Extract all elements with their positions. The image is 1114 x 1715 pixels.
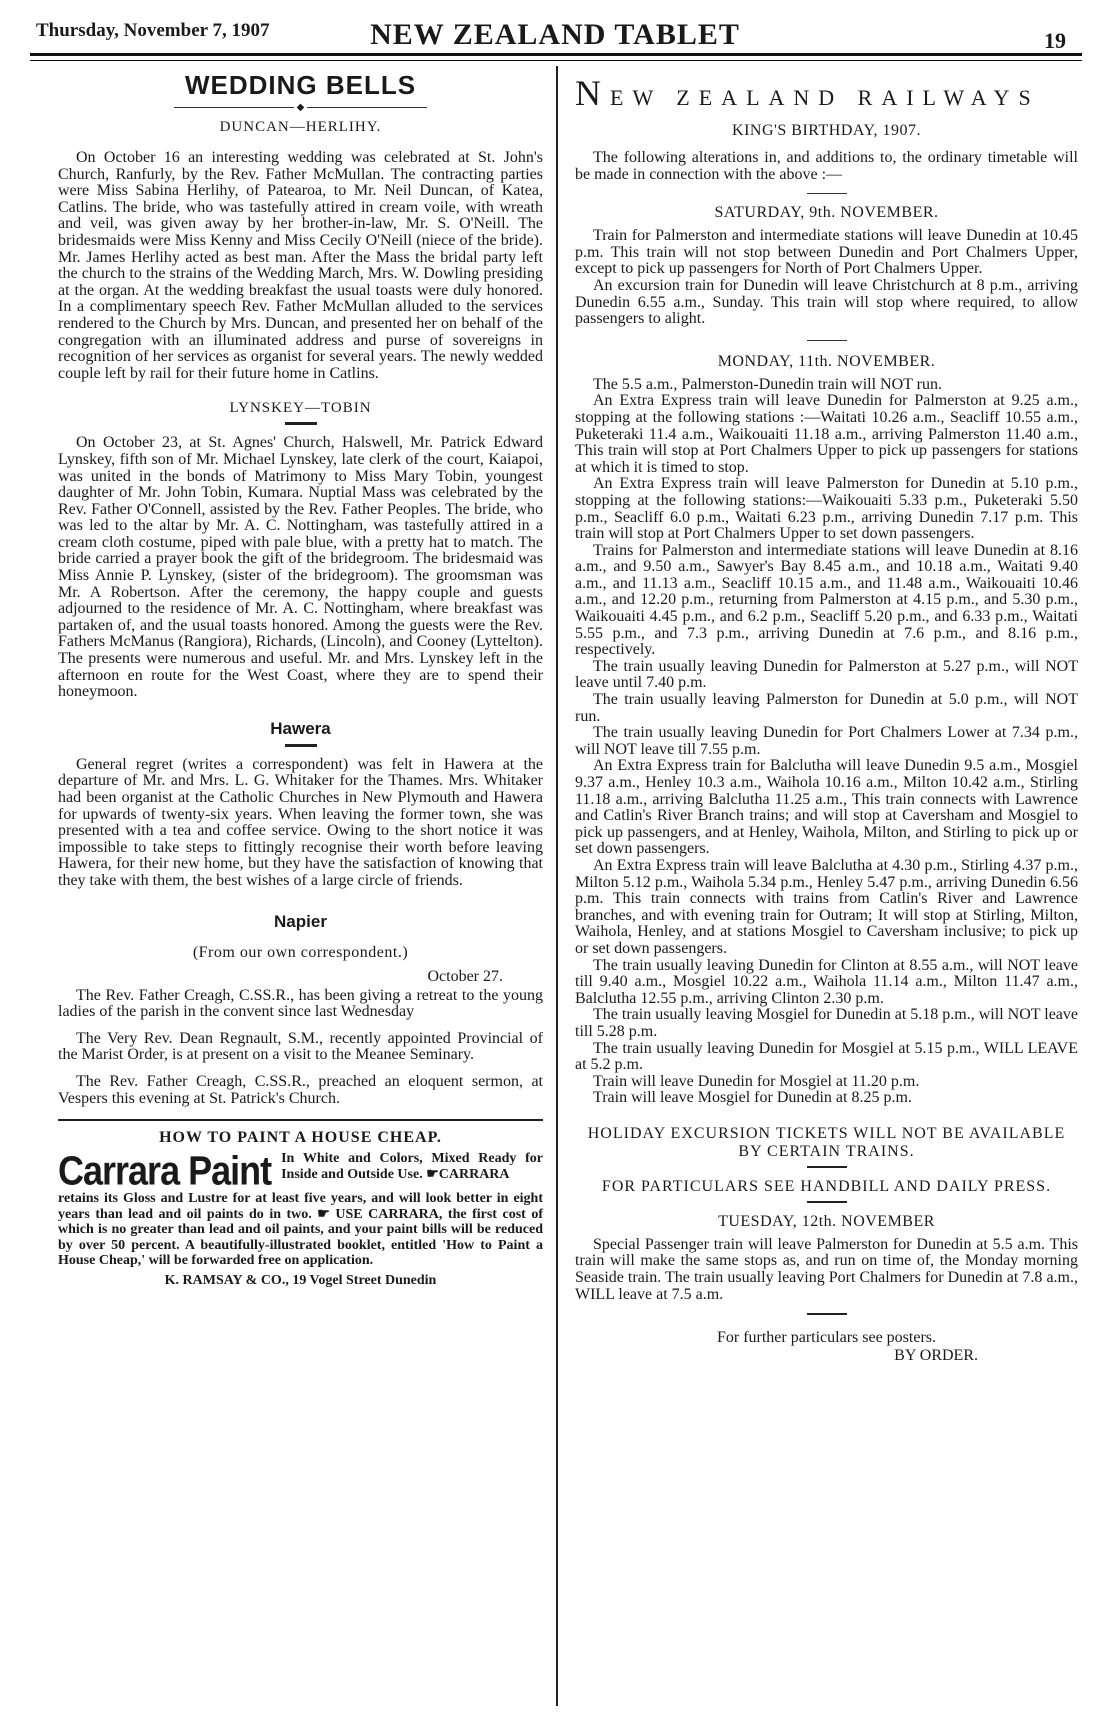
railways-paragraph: Train will leave Mosgiel for Dunedin at 8.25 p.m. <box>593 1089 912 1107</box>
section-rule <box>285 422 317 425</box>
issue-date: Thursday, November 7, 1907 <box>36 20 270 41</box>
advert-address: K. RAMSAY & CO., 19 Vogel Street Dunedin <box>164 1272 437 1288</box>
railways-paragraph: An Extra Express train will leave Dunedin for Palmerston at 9.25 a.m., stopping at the following stations :—Waitati 10.26 a.m., Seacliff 10.55 a.m., Puketeraki 11.4 a.m., Waikouaiti 11.18 a.m., arriving Palmerston 11.40 a.m., This train will stop at Port Chalmers Upper to pick up passengers for stations at which it is timed to stop. <box>575 392 1078 476</box>
hawera-text: General regret (writes a correspondent) was felt in Hawera at the departure of Mr. and Mrs. L. G. Whitaker for the Thames. Mrs. Whitaker had been organist at the Catholic Churches in New Plymouth and Hawera for upwards of twenty-six years. When leaving the former town, she was presented with a tea and coffee service. Owing to the short notice it was impossible to take steps to fittingly recognise their worth before leaving Hawera, for their new home, but they have the satisfaction of knowing that they take with them, the best wishes of a large circle of friends. <box>58 755 543 889</box>
railways-paragraph: Train will leave Dunedin for Mosgiel at 11.20 p.m. <box>593 1072 920 1090</box>
railways-paragraph: An Extra Express train will leave Palmerston for Dunedin at 5.10 p.m., stopping at the following stations:—Waikouaiti 5.33 p.m., Puketeraki 5.50 p.m., Seacliff 6.0 p.m., Waitati 6.23 p.m., arriving Dunedin 7.17 p.m. This train will stop at Port Chalmers Upper to set down passengers. <box>575 475 1078 543</box>
particulars-notice: FOR PARTICULARS SEE HANDBILL AND DAILY PRESS. <box>601 1177 1052 1195</box>
newspaper-title: NEW ZEALAND TABLET <box>370 18 740 51</box>
section-rule <box>285 744 317 747</box>
railways-paragraph: An Extra Express train will leave Balclutha at 4.30 p.m., Stirling 4.37 p.m., Milton 5.12 p.m., Waihola 5.34 p.m., Henley 5.47 p.m., arriving Dunedin 6.56 p.m. This train connects with trains from Catlin's River and Lawrence branches, and with evening train for Outram; It will stop at Stirling, Milton, Waihola, Henley, and at stations Mosgiel to Caversham inclusive; to pick up or set down passengers. <box>575 856 1078 957</box>
left-column <box>58 66 543 1695</box>
right-column <box>575 66 1078 1695</box>
wedding1-text: On October 16 an interesting wedding was celebrated at St. John's Church, Ranfurly, by the Rev. Father McMullan. The contracting parties were Miss Sabina Herlihy, of Patearoa, to Mr. Neil Duncan, of Katea, Catlins. The bride, who was tastefully attired in cream voile, with wreath and veil, was given away by her brother-in-law, Mr. S. O'Neill. The bridesmaids were Miss Kenny and Miss Cecily O'Neill (niece of the bride). Mr. James Herlihy acted as best man. After the Mass the bridal party left the church to the strains of the Wedding March, Mrs. W. Dowling presiding at the organ. At the wedding breakfast the usual toasts were duly honored. In a complimentary speech Rev. Father McMullan alluded to the services rendered to the Church by Mrs. Duncan, and presented her on behalf of the congregation with an illuminated address and purse of sovereigns in recognition of her services as organist for several years. The newly wedded couple left by rail for their future home in Catlins. <box>58 149 543 382</box>
napier-paragraph: The Very Rev. Dean Regnault, S.M., recently appointed Provincial of the Marist Order, is at present on a visit to the Meanee Seminary. <box>58 1029 543 1064</box>
masthead-rule-thin <box>30 60 1082 61</box>
section-rule <box>807 1166 847 1168</box>
napier-date: October 27. <box>427 967 503 985</box>
wedding1-heading: DUNCAN—HERLIHY. <box>219 119 382 135</box>
further-particulars: For further particulars see posters. <box>716 1329 937 1347</box>
holiday-tickets-notice: HOLIDAY EXCURSION TICKETS WILL NOT BE AVAILABLE BY CERTAIN TRAINS. <box>587 1124 1066 1160</box>
railways-intro: The following alterations in, and additions to, the ordinary timetable will be made in connection with the above :— <box>575 149 1078 183</box>
section-rule <box>807 193 847 194</box>
section-rule <box>807 1201 847 1203</box>
wedding-bells-title: WEDDING BELLS <box>184 70 417 100</box>
wedding2-heading: LYNSKEY—TOBIN <box>229 400 372 417</box>
railways-paragraph: Train for Palmerston and intermediate stations will leave Dunedin at 10.45 p.m. This train will not stop between Dunedin and Port Chalmers Upper, except to pick up passengers for North of Port Chalmers Upper. <box>575 227 1078 278</box>
railways-paragraph: The train usually leaving Mosgiel for Dunedin at 5.18 p.m., will NOT leave till 5.28 p.m. <box>575 1006 1078 1040</box>
section-rule <box>807 340 847 341</box>
railways-title-initial: N <box>575 73 610 113</box>
saturday-heading: SATURDAY, 9th. NOVEMBER. <box>714 204 939 222</box>
napier-paragraph: The Rev. Father Creagh, C.SS.R., has been giving a retreat to the young ladies of the parish in the convent since last Wednesday <box>58 986 543 1021</box>
railways-title-rest: EW ZEALAND RAILWAYS <box>610 85 1040 110</box>
advert-headline: HOW TO PAINT A HOUSE CHEAP. <box>159 1129 442 1147</box>
page-number: 19 <box>1044 28 1066 53</box>
masthead <box>30 14 1080 58</box>
carrara-paint-advert <box>58 1119 543 1289</box>
railways-paragraph: The train usually leaving Dunedin for Palmerston at 5.27 p.m., will NOT leave until 7.40 p.m. <box>575 657 1078 692</box>
napier-byline: (From our own correspondent.) <box>192 943 409 961</box>
advert-side-text: In White and Colors, Mixed Ready for Inside and Outside Use. ☛CARRARA <box>281 1151 543 1183</box>
column-divider <box>556 66 558 1706</box>
napier-paragraph: The Rev. Father Creagh, C.SS.R., preached an eloquent sermon, at Vespers this evening at St. Patrick's Church. <box>58 1072 543 1107</box>
masthead-rule <box>30 53 1082 56</box>
railways-paragraph: The train usually leaving Dunedin for Clinton at 8.55 a.m., will NOT leave till 9.40 a.m., Mosgiel 10.22 a.m., Waihola 11.14 a.m., Milton 11.47 a.m., Balclutha 12.55 p.m., arriving Clinton 2.30 p.m. <box>575 956 1078 1007</box>
railways-title <box>575 72 1078 114</box>
napier-heading: Napier <box>274 911 327 931</box>
hawera-heading: Hawera <box>270 718 331 738</box>
ornament-divider: ◆ <box>58 103 543 113</box>
wedding2-text: On October 23, at St. Agnes' Church, Halswell, Mr. Patrick Edward Lynskey, fifth son of Mr. Michael Lynskey, late clerk of the court, Kaiapoi, was united in the bonds of Matrimony to Miss Mary Tobin, youngest daughter of Mr. John Tobin, Kumara. Nuptial Mass was celebrated by the Rev. Father O'Connell, assisted by the Rev. Father Peoples. The bride, who was led to the altar by Mr. A. C. Nottingham, was tastefully attired in a cream cloth costume, piped with pale blue, with a pretty hat to match. The bride carried a prayer book the gift of the bridegroom. The bridesmaid was Miss Annie P. Lynskey, (sister of the bridegroom). The groomsman was Mr. A Robertson. After the ceremony, the happy couple and guests adjourned to the residence of Mr. A. C. Nottingham, where breakfast was partaken of, and the usual toasts honored. Among the guests were the Rev. Fathers McManus (Rangiora), Richards, (Lincoln), and Cooney (Lyttelton). The presents were numerous and useful. Mr. and Mrs. Lynskey left in the afternoon en route for the West Coast, where they are to spend their honeymoon. <box>58 434 543 701</box>
railways-paragraph: The 5.5 a.m., Palmerston-Dunedin train will NOT run. <box>593 375 942 393</box>
railways-paragraph: The train usually leaving Dunedin for Mosgiel at 5.15 p.m., WILL LEAVE at 5.2 p.m. <box>575 1039 1078 1074</box>
railways-paragraph: An excursion train for Dunedin will leave Christchurch at 8 p.m., arriving Dunedin 6.55 a.m., Sunday. This train will stop where required, to allow passengers to alight. <box>575 276 1078 328</box>
advert-brand: Carrara Paint <box>58 1147 272 1194</box>
by-order-signoff: BY ORDER. <box>894 1347 978 1365</box>
advert-brand-row <box>58 1147 543 1194</box>
section-rule <box>807 1313 847 1315</box>
advert-body: retains its Gloss and Lustre for at least five years, and will look better in eight years than lead and oil paints do in two. ☛ USE CARRARA, the first cost of which is no greater than lead and oil paints, and your paint bills will be reduced by over 50 percent. A beautifully-illustrated booklet, entitled 'How to Paint a House Cheap,' will be forwarded free on application. <box>58 1191 543 1269</box>
railways-subtitle: KING'S BIRTHDAY, 1907. <box>732 122 921 139</box>
railways-paragraph: The train usually leaving Palmerston for Dunedin at 5.0 p.m., will NOT run. <box>575 691 1078 725</box>
railways-paragraph: The train usually leaving Dunedin for Port Chalmers Lower at 7.34 p.m., will NOT leave till 7.55 p.m. <box>575 724 1078 758</box>
tuesday-heading: TUESDAY, 12th. NOVEMBER <box>718 1212 935 1230</box>
railways-paragraph: Special Passenger train will leave Palmerston for Dunedin at 5.5 a.m. This train will make the same stops as, and run on time of, the Monday morning Seaside train. The train usually leaving Port Chalmers for Dunedin at 7.8 a.m., WILL leave at 7.5 a.m. <box>575 1235 1078 1303</box>
monday-heading: MONDAY, 11th. NOVEMBER. <box>717 352 936 370</box>
railways-paragraph: Trains for Palmerston and intermediate stations will leave Dunedin at 8.16 a.m., and 9.50 a.m., Sawyer's Bay 8.45 a.m., and 10.18 a.m., Waitati 9.40 a.m., and 11.13 a.m., Seacliff 10.15 a.m., and 11.48 a.m., Waikouaiti 10.46 a.m., and 12.20 p.m., returning from Palmerston at 4.15 p.m., and 5.30 p.m., Waikouaiti 4.45 p.m., and 6.2 p.m., Seacliff 5.20 p.m., and 6.33 p.m., Waitati 5.55 p.m., and 7.3 p.m., arriving Dunedin at 7.6 p.m., and 8.16 p.m., respectively. <box>575 541 1078 659</box>
railways-paragraph: An Extra Express train for Balclutha will leave Dunedin 9.5 a.m., Mosgiel 9.37 a.m., Henley 10.3 a.m., Waihola 10.16 a.m., Milton 10.42 a.m., Stirling 11.18 a.m., arriving Balclutha 11.25 a.m., This train connects with Lawrence and Catlin's River Branch trains; and will stop at Caversham and Mosgiel to pick up passengers, and at Henley, Waihola, Milton, and Stirling to pick up or set down passengers. <box>575 757 1078 858</box>
